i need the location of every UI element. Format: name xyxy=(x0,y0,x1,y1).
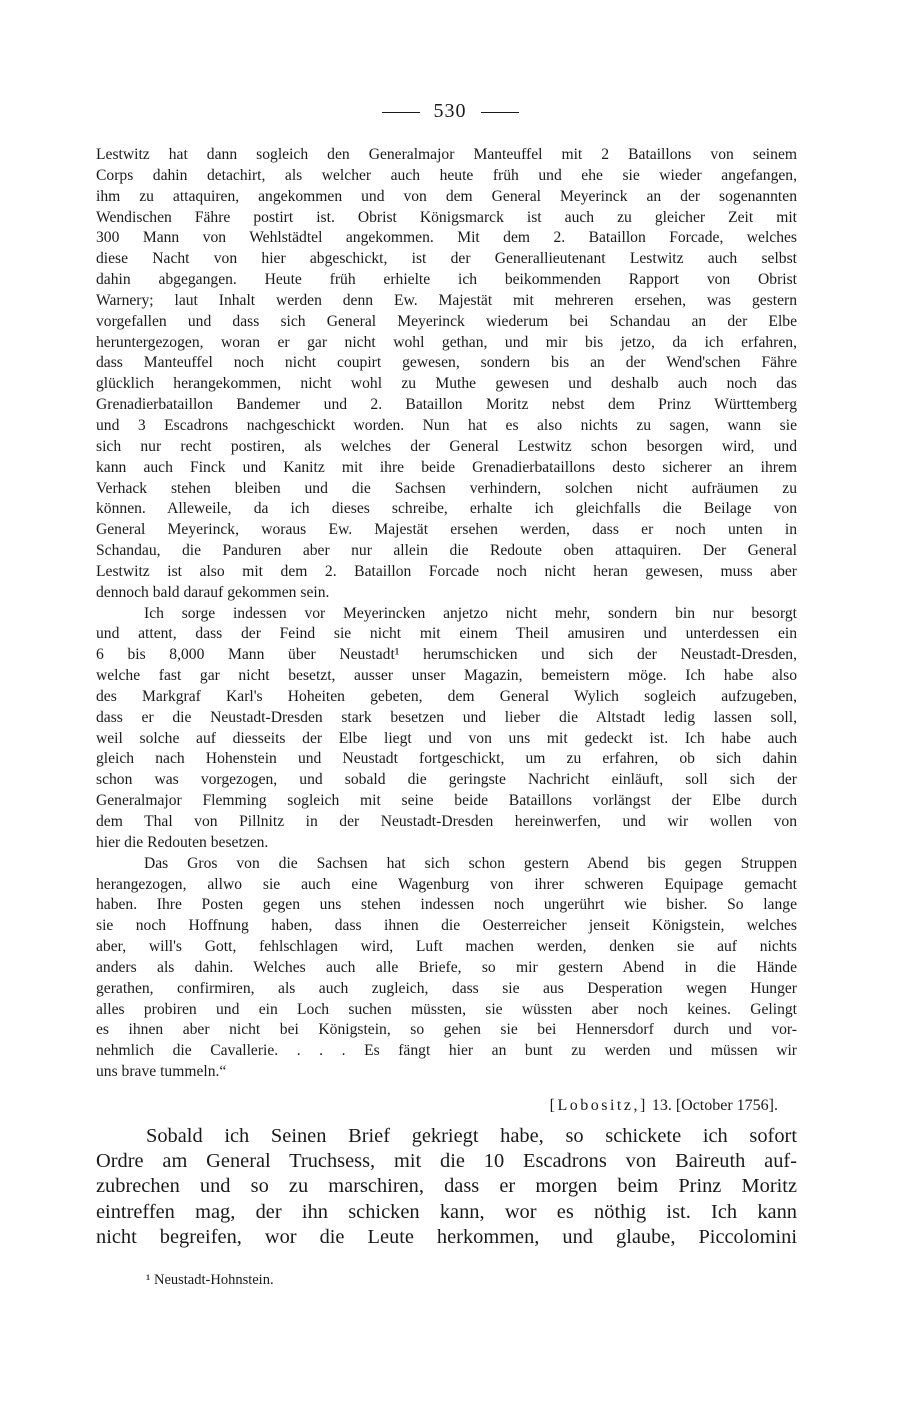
letter-text-line: können. Alleweile, da ich dieses schreibe, erhalte ich gleichfalls die Beilage von xyxy=(96,500,797,518)
main-text-line: zubrechen und so zu marschiren, dass er morgen beim Prinz Moritz xyxy=(96,1175,797,1198)
main-text-line: nicht begreifen, wor die Leute herkommen, und glaube, Piccolomini xyxy=(96,1225,797,1248)
letter-text-line: schon was vorgezogen, und sobald die geringste Nachricht einläuft, soll sich der xyxy=(96,771,797,789)
letter-text-line: Lestwitz ist also mit dem 2. Bataillon Forcade noch nicht heran gewesen, muss aber xyxy=(96,562,797,580)
letter-text-line: Ich sorge indessen vor Meyerincken anjetzo nicht mehr, sondern bin nur besorgt xyxy=(144,604,797,622)
letter-text-line: Generalmajor Flemming sogleich mit seine beide Bataillons vorlängst der Elbe durch xyxy=(96,792,797,810)
letter-text-line: anders als dahin. Welches auch alle Briefe, so mir gestern Abend in die Hände xyxy=(96,958,797,976)
header-rule-right xyxy=(481,112,519,113)
letter-text-line: nehmlich die Cavallerie. . . . Es fängt hier an bunt zu werden und müssen wir xyxy=(96,1042,797,1060)
letter-text-line: weil solche auf diesseits der Elbe liegt und von uns mit gedeckt ist. Ich habe auch xyxy=(96,729,797,747)
page-header xyxy=(0,100,900,123)
letter-text-line: herangezogen, allwo sie auch eine Wagenburg von ihrer schweren Equipage gemacht xyxy=(96,875,797,893)
letter-text-line: hier die Redouten besetzen. xyxy=(96,833,269,851)
letter-text-line: Verhack stehen bleiben und die Sachsen verhindern, solchen nicht aufräumen zu xyxy=(96,479,797,497)
main-text-line: eintreffen mag, der ihn schicken kann, wor es nöthig ist. Ich kann xyxy=(96,1200,797,1223)
letter-text-line: gerathen, confirmiren, als auch zugleich, dass sie aus Desperation wegen Hunger xyxy=(96,979,797,997)
letter-text-line: General Meyerinck, woraus Ew. Majestät ersehen werden, dass er noch unten in xyxy=(96,521,797,539)
letter-text-line: und 3 Escadrons nachgeschickt worden. Nun hat es also nichts zu sagen, wann sie xyxy=(96,416,797,434)
letter-text-line: Wendischen Fähre postirt ist. Obrist Königsmarck ist auch zu gleicher Zeit mit xyxy=(96,208,797,226)
letter-text-line: Lestwitz hat dann sogleich den Generalmajor Manteuffel mit 2 Bataillons von seinem xyxy=(96,146,797,163)
letter-text-line: Grenadierbataillon Bandemer und 2. Bataillon Moritz nebst dem Prinz Württemberg xyxy=(96,396,797,414)
main-letter-text xyxy=(96,1124,797,1250)
letter-text-line: vorgefallen und dass sich General Meyerinck wiederum bei Schandau an der Elbe xyxy=(96,312,797,330)
letter-text-line: sie noch Hoffnung haben, dass ihnen die Oesterreicher jenseit Königstein, welches xyxy=(96,917,797,935)
main-text-line: Sobald ich Seinen Brief gekriegt habe, so schickete ich sofort xyxy=(146,1125,797,1147)
letter-text-line: Das Gros von die Sachsen hat sich schon gestern Abend bis gegen Struppen xyxy=(144,854,797,872)
letter-text-line: 6 bis 8,000 Mann über Neustadt¹ herumschicken und sich der Neustadt-Dresden, xyxy=(96,646,797,664)
letter-text-line: dass Manteuffel noch nicht coupirt gewesen, sondern bis an der Wend'schen Fähre xyxy=(96,354,797,372)
letter-text-line: alles probiren und ein Loch suchen müssten, sie wüssten aber noch keines. Gelingt xyxy=(96,1000,797,1018)
letter-text-line: haben. Ihre Posten gegen uns stehen indessen noch ungerührt wie bisher. So lange xyxy=(96,896,797,914)
letter-text-line: welche fast gar nicht besetzt, ausser unser Magazin, bemeistern möge. Ich habe also xyxy=(96,667,797,685)
footnote: ¹ Neustadt-Hohnstein. xyxy=(146,1272,274,1288)
quoted-letter-text xyxy=(96,145,797,1083)
letter-text-line: kann auch Finck und Kanitz mit ihre beide Grenadierbataillons desto sicherer an ihrem xyxy=(96,458,797,476)
letter-text-line: dem Thal von Pillnitz in der Neustadt-Dresden hereinwerfen, und wir wollen von xyxy=(96,813,797,830)
dateline-place: [Lobositz,] xyxy=(549,1097,648,1114)
letter-text-line: Warnery; laut Inhalt werden denn Ew. Majestät mit mehreren ersehen, was gestern xyxy=(96,291,797,309)
letter-text-line: uns brave tummeln.“ xyxy=(96,1063,227,1081)
letter-text-line: sich nur recht postiren, als welches der General Lestwitz schon besorgen wird, und xyxy=(96,437,797,455)
letter-text-line: Schandau, die Panduren aber nur allein die Redoute oben attaquiren. Der General xyxy=(96,542,797,560)
page-number: 530 xyxy=(433,100,467,122)
header-rule-left xyxy=(382,112,420,113)
letter-text-line: gleich nach Hohenstein und Neustadt fortgeschickt, um zu erfahren, ob sich dahin xyxy=(96,750,797,768)
letter-text-line: es ihnen aber nicht bei Königstein, so gehen sie bei Hennersdorf durch und vor- xyxy=(96,1021,797,1039)
letter-text-line: ihm zu attaquiren, angekommen und von dem General Meyerinck an der sogenannten xyxy=(96,187,797,205)
main-text-line: Ordre am General Truchsess, mit die 10 Escadrons von Baireuth auf- xyxy=(96,1150,797,1173)
letter-text-line: dennoch bald darauf gekommen sein. xyxy=(96,583,330,601)
letter-text-line: Corps dahin detachirt, als welcher auch heute früh und ehe sie wieder angefangen, xyxy=(96,166,797,184)
letter-text-line: diese Nacht von hier abgeschickt, ist der Generallieutenant Lestwitz auch selbst xyxy=(96,250,797,268)
letter-text-line: dass er die Neustadt-Dresden stark besetzen und lieber die Altstadt ledig lassen soll, xyxy=(96,708,797,726)
letter-text-line: und attent, dass der Feind sie nicht mit einem Theil amusiren und unterdessen ein xyxy=(96,625,797,643)
letter-text-line: glücklich herangekommen, nicht wohl zu Muthe gewesen und deshalb auch noch das xyxy=(96,375,797,393)
letter-text-line: des Markgraf Karl's Hoheiten gebeten, dem General Wylich sogleich aufzugeben, xyxy=(96,687,797,705)
dateline-date: 13. [October 1756]. xyxy=(651,1097,778,1114)
letter-text-line: aber, will's Gott, fehlschlagen wird, Luft machen werden, denken sie auf nichts xyxy=(96,938,797,956)
letter-text-line: 300 Mann von Wehlstädtel angekommen. Mit dem 2. Bataillon Forcade, welches xyxy=(96,229,797,247)
letter-text-line: dahin abgegangen. Heute früh erhielte ich beikommenden Rapport von Obrist xyxy=(96,271,797,289)
letter-text-line: heruntergezogen, woran er gar nicht wohl gethan, und mir bis jetzo, da ich erfahren, xyxy=(96,333,797,351)
dateline xyxy=(550,1097,778,1115)
